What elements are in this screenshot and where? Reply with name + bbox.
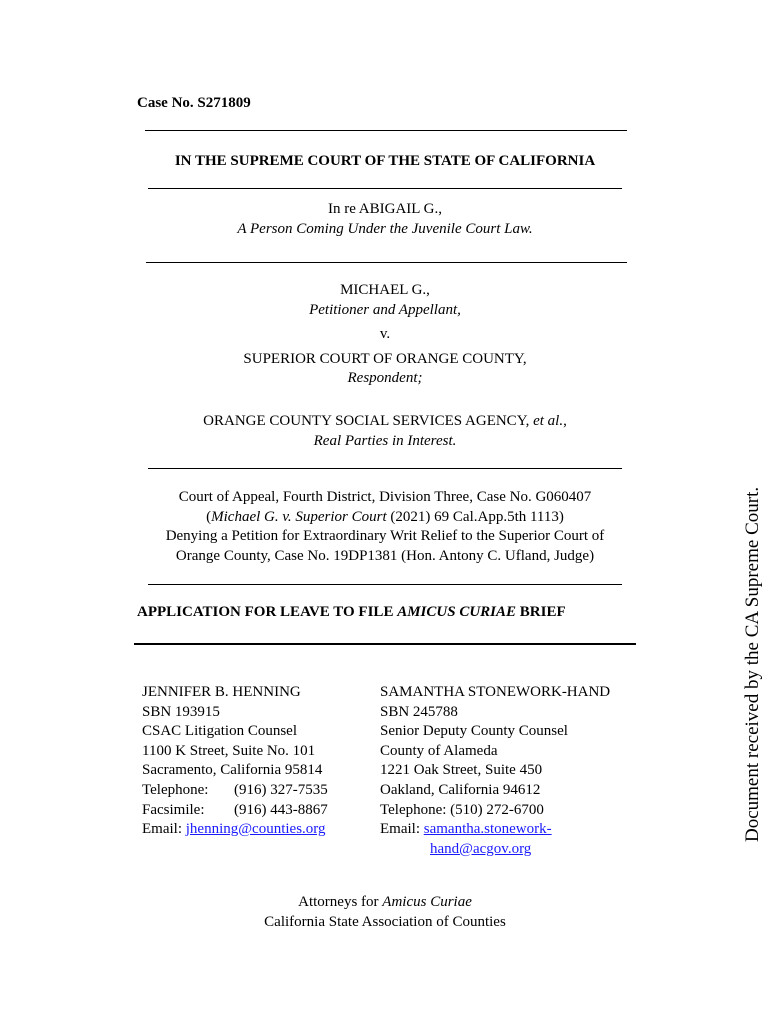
phone-label: Telephone: [142,781,209,798]
divider [145,130,627,131]
application-suffix: BRIEF [516,604,566,620]
attorney-sbn: SBN 245788 [380,703,458,720]
case-number: Case No. S271809 [137,95,251,111]
attorney-name: SAMANTHA STONEWORK-HAND [380,684,611,700]
petitioner-role: Petitioner and Appellant, [309,301,461,318]
appeal-line3: Denying a Petition for Extraordinary Writ Relief to the Superior Court of [165,528,605,544]
in-re-line2: A Person Coming Under the Juvenile Court Law. [237,220,533,237]
divider [148,468,622,469]
attorney-title: CSAC Litigation Counsel [142,723,298,740]
attorney-address2: Sacramento, California 95814 [142,762,323,779]
attorney-email-line [142,820,328,840]
paren-open: ( [206,508,212,525]
attorney-address1: 1100 K Street, Suite No. 101 [142,742,316,759]
real-party-name-line [140,412,630,432]
appeal-line2 [130,508,640,528]
footer-line1 [140,893,630,913]
appeal-line4: Orange County, Case No. 19DP1381 (Hon. Antony C. Ufland, Judge) [175,547,595,564]
attorney-address2: Oakland, California 94612 [380,781,541,798]
respondent-role: Respondent; [347,370,423,386]
real-party-name: ORANGE COUNTY SOCIAL SERVICES AGENCY, [203,413,530,429]
attorney-phone-line [142,781,328,801]
email-link[interactable]: jhenning@counties.org [185,821,326,838]
footer-line2: California State Association of Counties [264,913,506,930]
attorney-right [380,683,610,859]
divider [148,584,622,585]
email-link-part1[interactable]: samantha.stonework- [423,821,552,838]
divider [146,262,627,263]
fax-label: Facsimile: [142,801,205,818]
email-label: Email: [380,821,424,838]
attorney-email-continued [380,840,610,860]
real-party-role: Real Parties in Interest. [313,432,457,449]
attorney-title: Senior Deputy County Counsel [380,723,568,740]
application-title [137,604,566,621]
petitioner-name: MICHAEL G., [340,282,430,298]
real-party-comma: , [563,413,567,429]
email-link-part2[interactable]: hand@acgov.org [430,840,532,857]
fax-number: (916) 443-8867 [234,801,328,818]
case-citation-rest: (2021) 69 Cal.App.5th 1113) [386,508,564,525]
in-re-block [140,200,630,239]
received-stamp: Document received by the CA Supreme Court. [742,486,763,842]
attorney-address1: 1221 Oak Street, Suite 450 [380,762,543,779]
email-label: Email: [142,821,186,838]
in-re-line1: In re ABIGAIL G., [327,201,442,217]
attorney-name: JENNIFER B. HENNING [142,684,301,700]
real-parties-block [140,412,630,451]
appeal-block [130,488,640,566]
attorney-org: County of Alameda [380,742,498,759]
attorney-fax-line [142,801,328,821]
attorney-sbn: SBN 193915 [142,703,220,720]
attorney-left [142,683,328,840]
footer-prefix: Attorneys for [298,894,383,910]
respondent-name: SUPERIOR COURT OF ORANGE COUNTY, [243,350,527,367]
footer-block [140,893,630,932]
thick-divider [134,643,636,645]
appeal-line1: Court of Appeal, Fourth District, Division Three, Case No. G060407 [178,489,592,505]
attorney-email-line [380,820,610,840]
phone-number: (916) 327-7535 [234,781,328,798]
real-party-etal: et al. [533,413,564,429]
versus: v. [379,326,391,342]
divider [148,188,622,189]
application-italic: AMICUS CURIAE [397,604,517,620]
footer-italic: Amicus Curiae [382,894,472,910]
court-title: IN THE SUPREME COURT OF THE STATE OF CALIFORNIA [174,153,596,169]
parties-block [140,281,630,389]
case-citation-name: Michael G. v. Superior Court [211,508,387,525]
application-prefix: APPLICATION FOR LEAVE TO FILE [137,604,398,620]
attorney-phone-line: Telephone: (510) 272-6700 [380,801,544,818]
